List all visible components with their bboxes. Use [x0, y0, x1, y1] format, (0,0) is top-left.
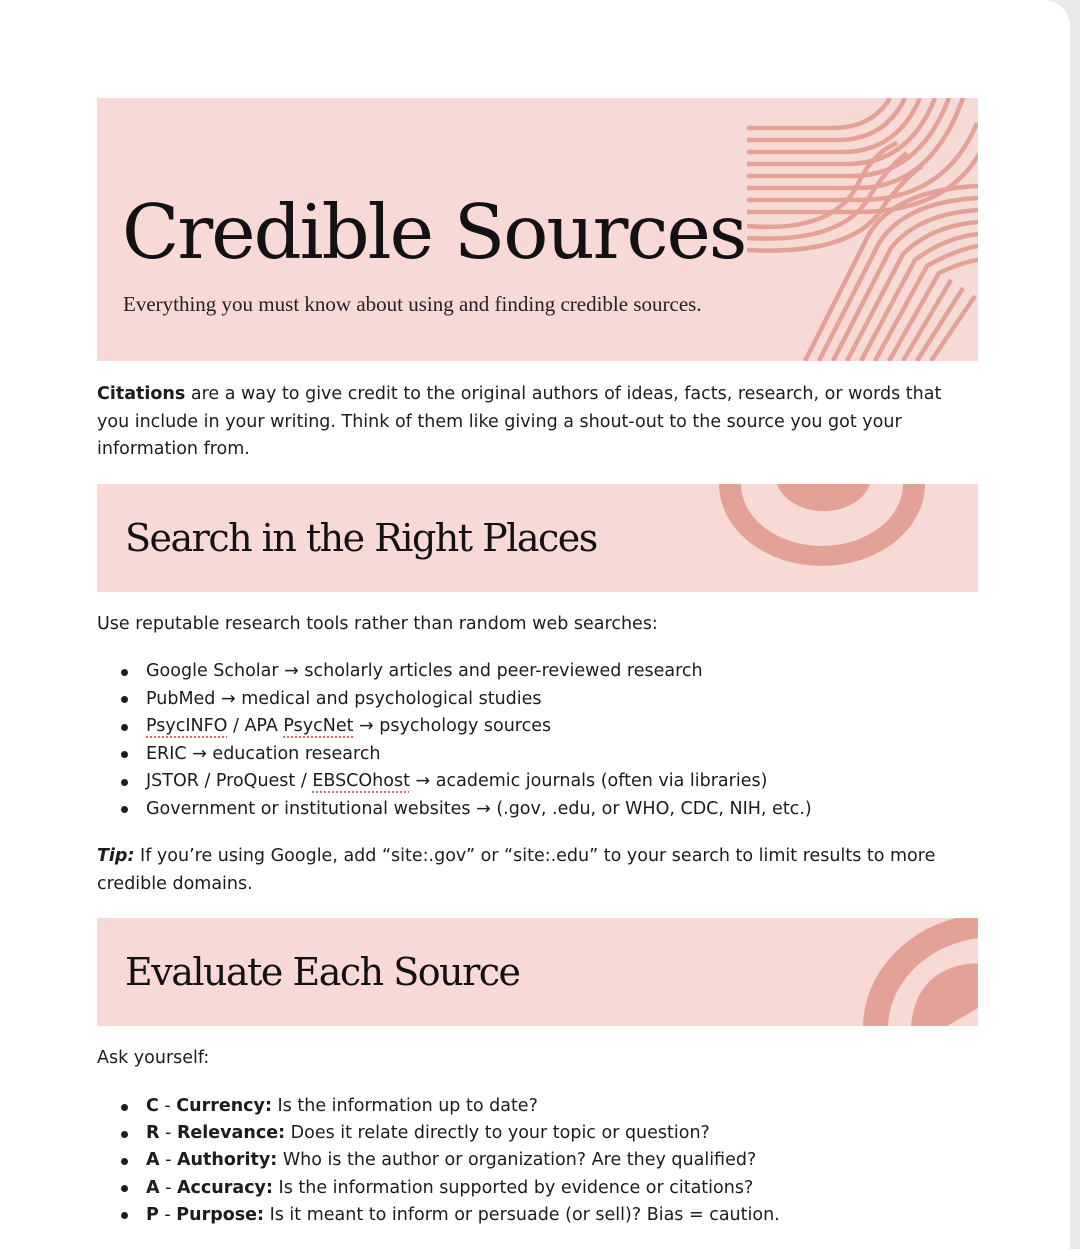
- hero-banner: [97, 98, 978, 361]
- craap-criteria-list: [97, 1093, 780, 1229]
- section-banner-search: [97, 484, 978, 592]
- list-item: R - Relevance: Does it relate directly to your topic or question?: [97, 1120, 780, 1147]
- section-title-evaluate: Evaluate Each Source: [125, 950, 520, 994]
- section-banner-evaluate: [97, 918, 978, 1026]
- intro-term: Citations: [97, 384, 186, 404]
- spellcheck-word: PsycINFO: [146, 716, 228, 736]
- section-title-search: Search in the Right Places: [125, 516, 597, 560]
- list-item: PsycINFO / APA PsycNet → psychology sources: [97, 713, 812, 741]
- list-item: A - Authority: Who is the author or organization? Are they qualified?: [97, 1147, 780, 1174]
- page-title: Credible Sources: [122, 188, 746, 276]
- list-item: PubMed → medical and psychological studies: [97, 686, 812, 714]
- tip-label: Tip:: [97, 846, 135, 866]
- tip-text: If you’re using Google, add “site:.gov” or “site:.edu” to your search to limit results to more credible domains.: [97, 846, 936, 894]
- section-search-lead: Use reputable research tools rather than random web searches:: [97, 614, 658, 634]
- section-evaluate-lead: Ask yourself:: [97, 1048, 210, 1068]
- list-item: P - Purpose: Is it meant to inform or persuade (or sell)? Bias = caution.: [97, 1202, 780, 1229]
- list-item: Government or institutional websites → (.gov, .edu, or WHO, CDC, NIH, etc.): [97, 796, 812, 824]
- spellcheck-word: EBSCOhost: [312, 771, 410, 791]
- tip-paragraph: [97, 843, 977, 898]
- research-tools-list: [97, 658, 812, 823]
- page-subtitle: Everything you must know about using and finding credible sources.: [123, 292, 702, 316]
- spellcheck-word: PsycNet: [283, 716, 354, 736]
- list-item: Google Scholar → scholarly articles and peer-reviewed research: [97, 658, 812, 686]
- list-item: ERIC → education research: [97, 741, 812, 769]
- list-item: JSTOR / ProQuest / EBSCOhost → academic journals (often via libraries): [97, 768, 812, 796]
- intro-text: are a way to give credit to the original authors of ideas, facts, research, or words that you include in your writing. Think of them like giving a shout-out to the source you got your information from.: [97, 384, 942, 459]
- intro-paragraph: [97, 381, 977, 464]
- list-item: C - Currency: Is the information up to date?: [97, 1093, 780, 1120]
- list-item: A - Accuracy: Is the information supported by evidence or citations?: [97, 1175, 780, 1202]
